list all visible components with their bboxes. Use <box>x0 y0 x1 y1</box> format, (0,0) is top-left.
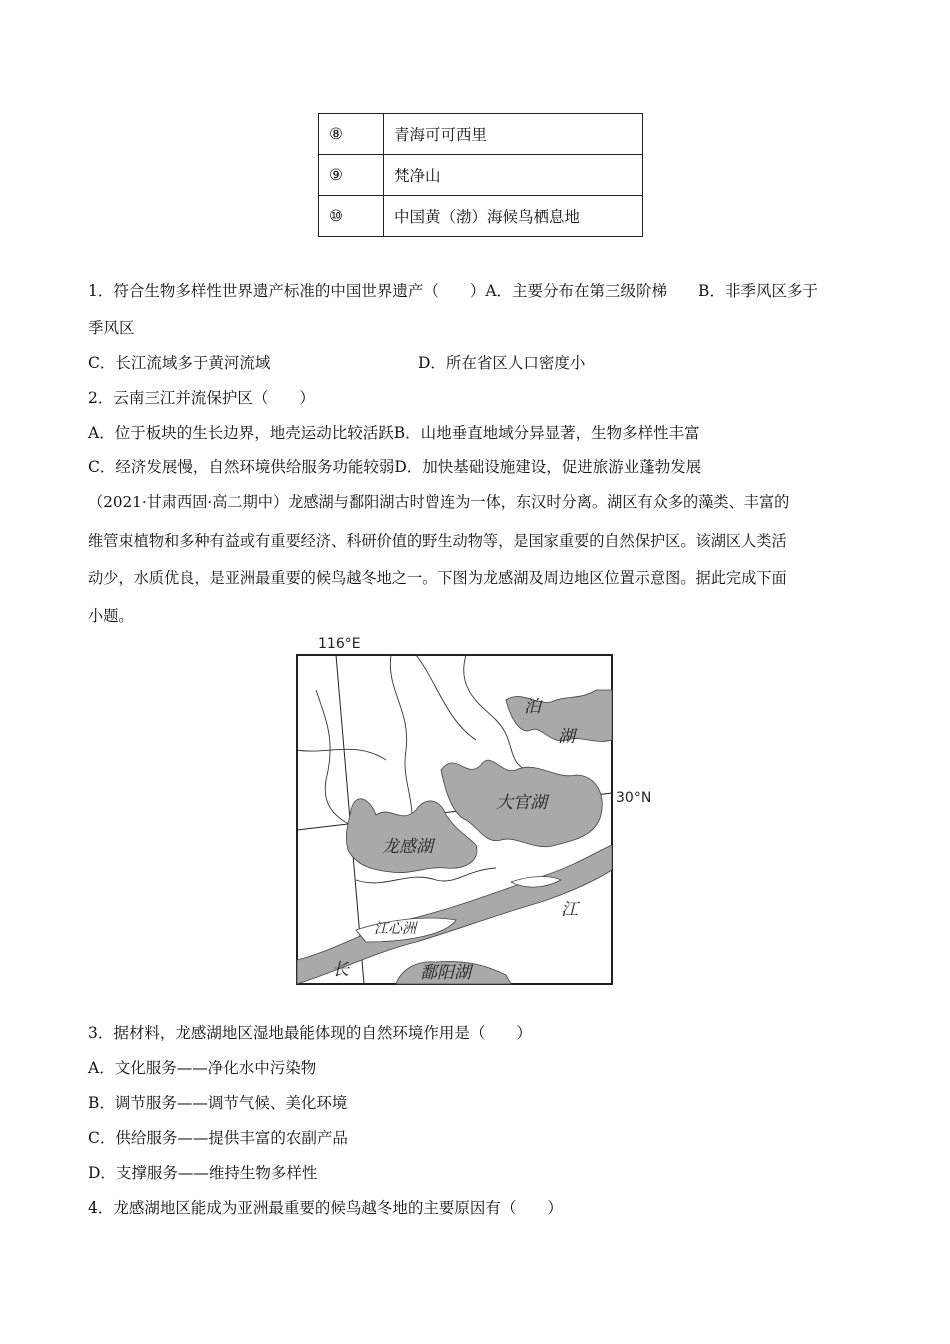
longitude-label: 116°E <box>318 636 361 652</box>
passage-line-2: 维管束植物和多种有益或有重要经济、科研价值的野生动物等，是国家重要的自然保护区。该湖区人类活 <box>88 532 787 550</box>
q1-stem: 1．符合生物多样性世界遗产标准的中国世界遗产（ ）A．主要分布在第三级阶梯 B．非季风区多于 <box>88 282 818 300</box>
row-name: 梵净山 <box>384 155 643 196</box>
passage-line-3: 动少，水质优良，是亚洲最重要的候鸟越冬地之一。下图为龙感湖及周边地区位置示意图。据此完成下面 <box>88 569 787 587</box>
bo-lake-label-2: 湖 <box>558 727 575 747</box>
q4-stem: 4．龙感湖地区能成为亚洲最重要的候鸟越冬地的主要原因有（ ） <box>88 1199 563 1217</box>
lake-location-map <box>296 630 656 990</box>
longgan-lake-label: 龙感湖 <box>382 837 433 857</box>
q3-option-d: D．支撑服务——维持生物多样性 <box>88 1164 318 1182</box>
table-row <box>319 114 643 155</box>
q2-stem: 2．云南三江并流保护区（ ） <box>88 389 315 407</box>
q1-option-d: D．所在省区人口密度小 <box>418 354 586 372</box>
q1-stem-continued: 季风区 <box>88 319 135 337</box>
q2-options-cd: C．经济发展慢，自然环境供给服务功能较弱D．加快基础设施建设，促进旅游业蓬勃发展 <box>88 458 702 476</box>
poyang-lake-label: 鄱阳湖 <box>420 963 471 983</box>
q1-option-c: C．长江流域多于黄河流域 <box>88 354 271 372</box>
row-name: 青海可可西里 <box>384 114 643 155</box>
river-label-chang: 长 <box>332 960 349 980</box>
island-label: 江心洲 <box>374 921 416 937</box>
row-number: ⑩ <box>319 196 384 237</box>
bo-lake-label-1: 泊 <box>524 697 541 717</box>
table-row <box>319 196 643 237</box>
q3-option-b: B．调节服务——调节气候、美化环境 <box>88 1094 348 1112</box>
river-label-jiang: 江 <box>561 900 578 920</box>
q3-option-a: A．文化服务——净化水中污染物 <box>88 1059 317 1077</box>
row-name: 中国黄（渤）海候鸟栖息地 <box>384 196 643 237</box>
daguan-lake-label: 大官湖 <box>496 793 547 813</box>
table-row <box>319 155 643 196</box>
q2-options-ab: A．位于板块的生长边界，地壳运动比较活跃B．山地垂直地域分异显著，生物多样性丰富 <box>88 424 700 442</box>
row-number: ⑧ <box>319 114 384 155</box>
q3-stem: 3．据材料，龙感湖地区湿地最能体现的自然环境作用是（ ） <box>88 1024 532 1042</box>
map-svg <box>296 630 656 990</box>
q3-option-c: C．供给服务——提供丰富的农副产品 <box>88 1129 348 1147</box>
row-number: ⑨ <box>319 155 384 196</box>
passage-line-4: 小题。 <box>88 607 134 625</box>
passage-line-1: （2021·甘肃西固·高二期中）龙感湖与鄱阳湖古时曾连为一体，东汉时分离。湖区有众多的藻类、丰富的 <box>88 493 790 511</box>
latitude-label: 30°N <box>616 790 652 806</box>
heritage-table <box>318 113 643 237</box>
